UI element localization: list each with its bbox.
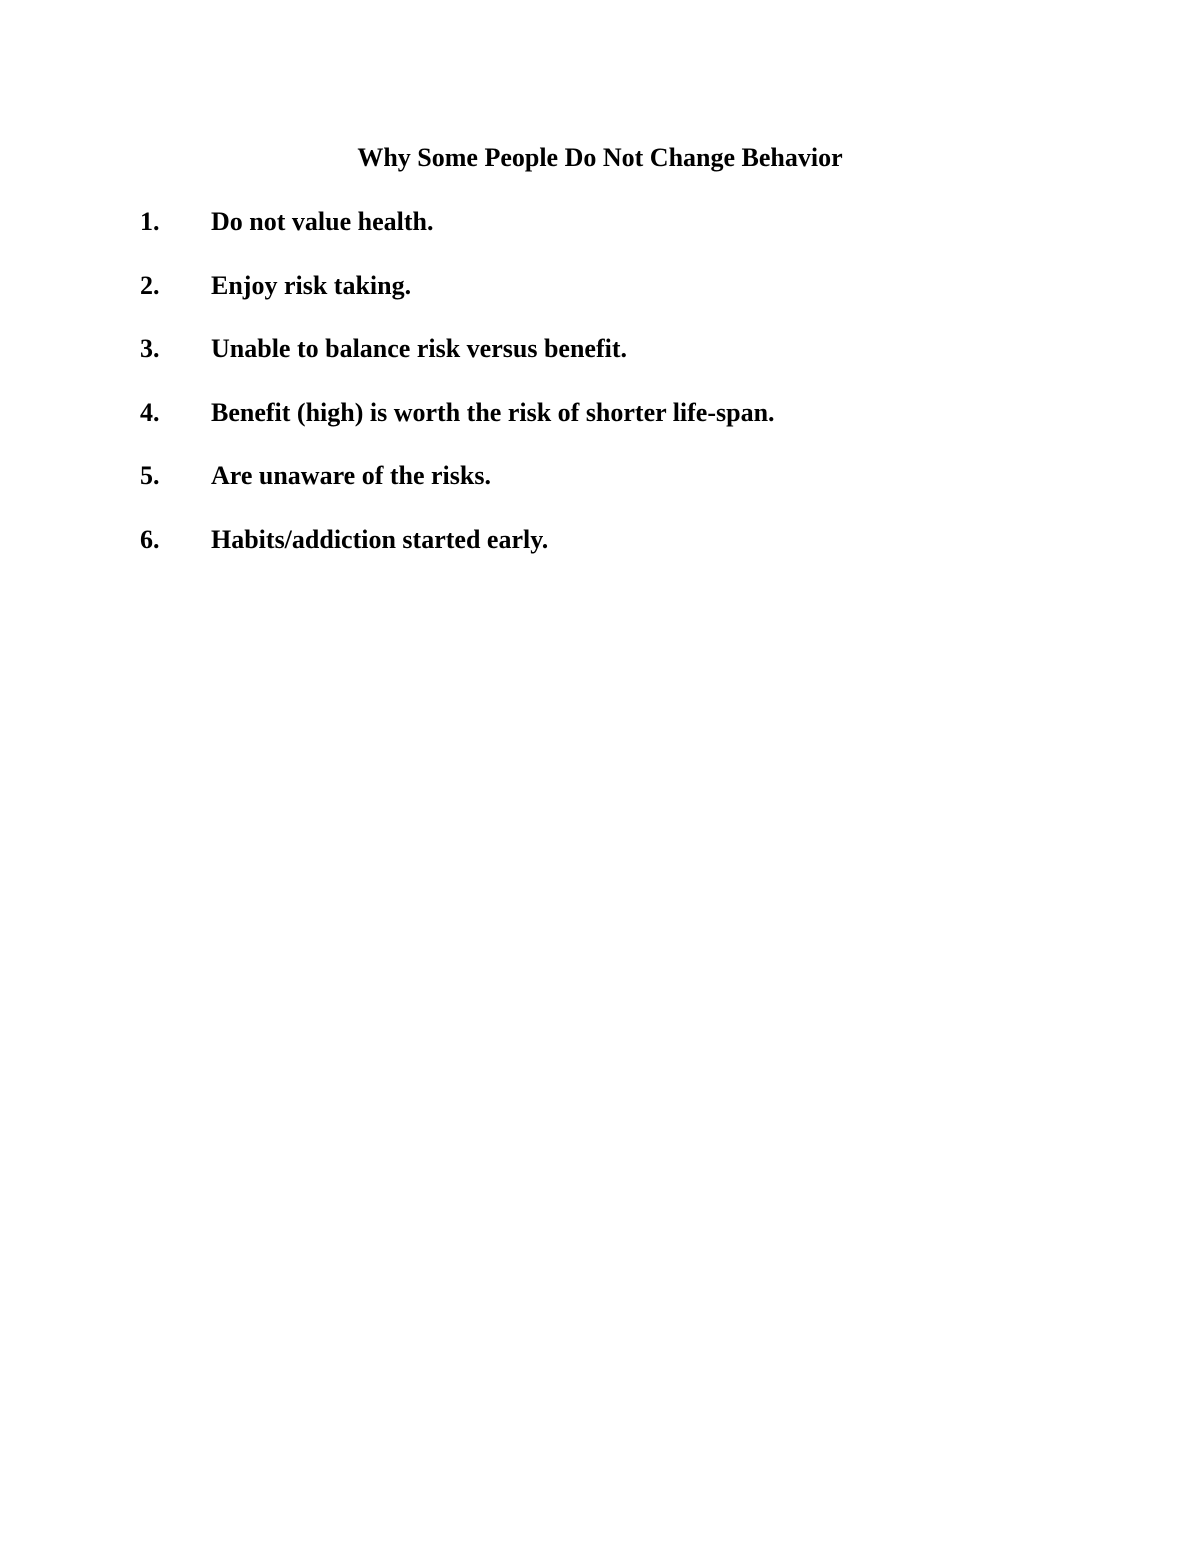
list-item xyxy=(140,459,775,523)
item-number: 2. xyxy=(140,270,160,300)
item-number: 3. xyxy=(140,334,160,363)
list-item xyxy=(140,205,775,269)
item-text: Do not value health. xyxy=(211,207,434,236)
list-item xyxy=(140,332,775,396)
item-text: Are unaware of the risks. xyxy=(211,461,491,490)
item-text: Benefit (high) is worth the risk of shorter life-span. xyxy=(211,397,775,427)
item-number: 5. xyxy=(140,461,160,490)
item-number: 4. xyxy=(140,397,160,427)
reasons-list xyxy=(140,205,775,586)
item-text: Habits/addiction started early. xyxy=(211,524,549,554)
item-text: Unable to balance risk versus benefit. xyxy=(211,334,627,363)
item-number: 1. xyxy=(140,207,160,236)
list-item xyxy=(140,396,775,460)
item-number: 6. xyxy=(140,524,160,554)
list-item xyxy=(140,269,775,333)
list-item xyxy=(140,523,775,587)
page-title: Why Some People Do Not Change Behavior xyxy=(357,143,843,172)
item-text: Enjoy risk taking. xyxy=(211,270,412,300)
